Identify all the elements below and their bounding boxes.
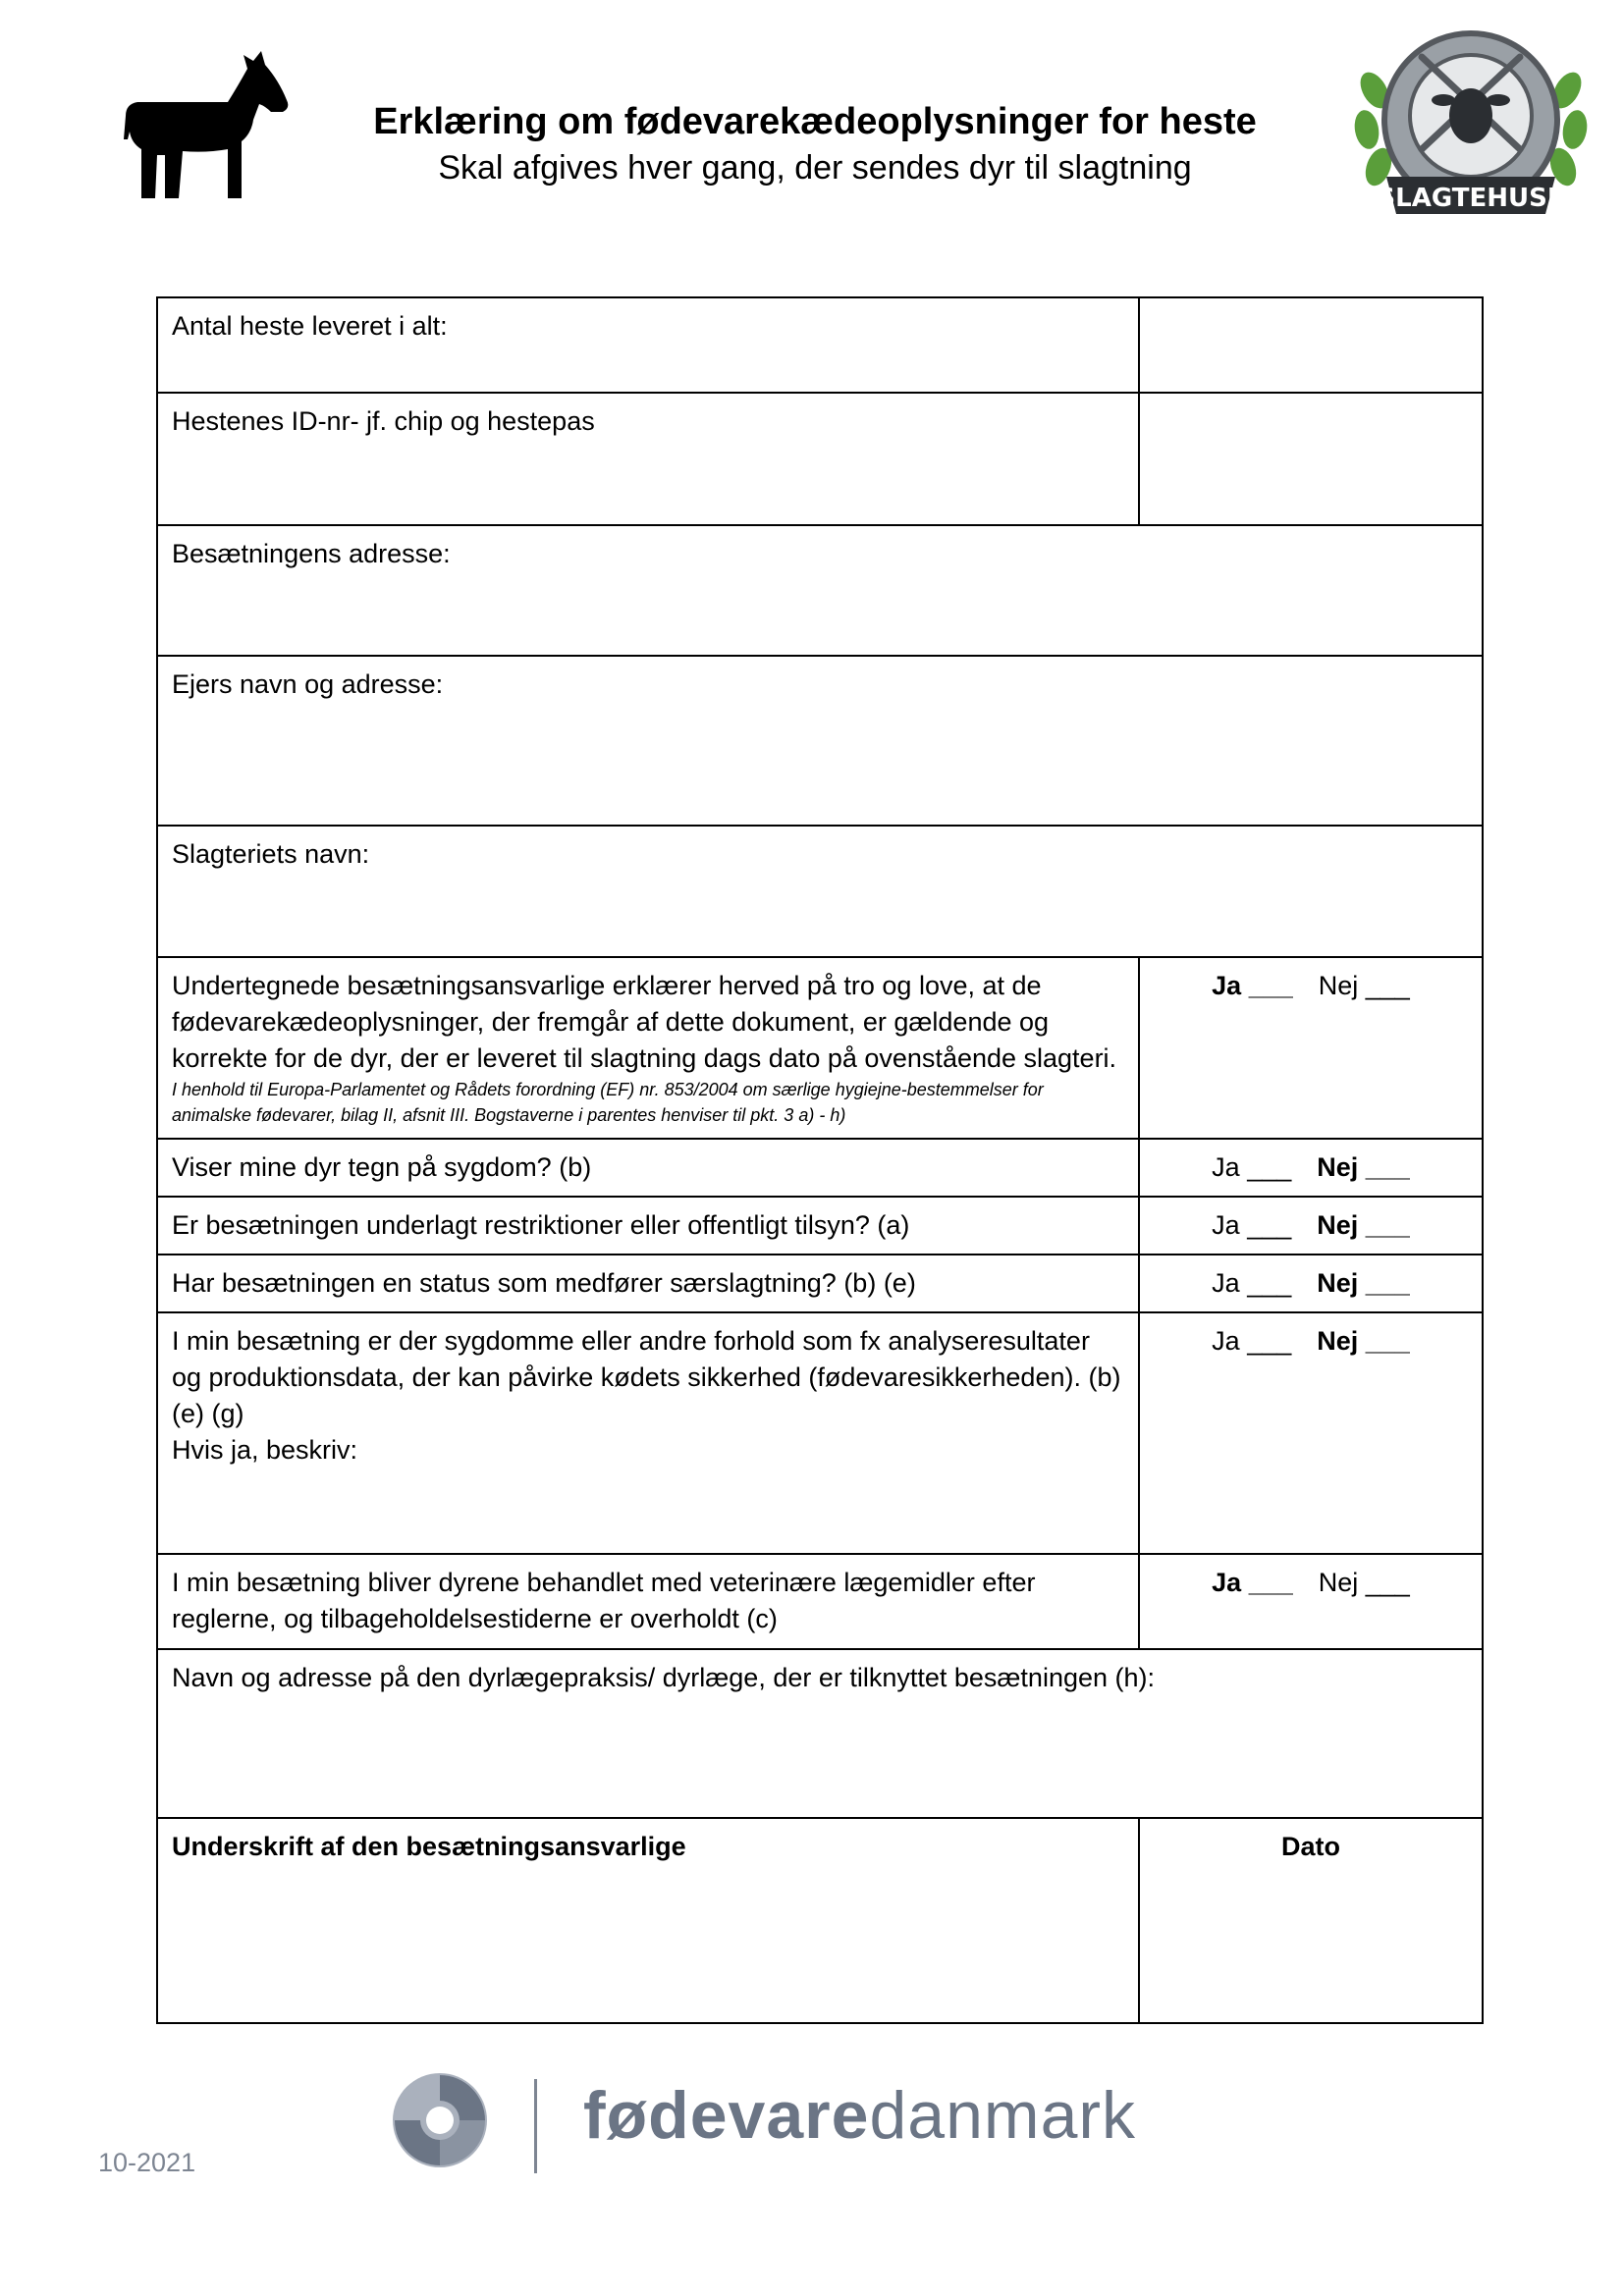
other-conditions-answer[interactable]: [1139, 1312, 1483, 1554]
swirl-icon: [391, 2071, 489, 2169]
signature-label: Underskrift af den besætningsansvarlige: [172, 1832, 686, 1861]
logo-divider: [534, 2079, 537, 2173]
question-other-conditions[interactable]: [157, 1312, 1139, 1554]
yes-option[interactable]: Ja ___: [1212, 1268, 1292, 1298]
declaration-form: [156, 296, 1484, 2024]
page-title: Erklæring om fødevarekædeoplysninger for heste: [373, 101, 1257, 142]
no-option[interactable]: Nej ___: [1317, 1152, 1410, 1182]
special-slaughter-answer[interactable]: [1139, 1255, 1483, 1312]
owner-label: Ejers navn og adresse:: [172, 669, 444, 699]
brand-wordmark: [583, 2077, 1136, 2154]
declaration-answer[interactable]: [1139, 957, 1483, 1139]
address-label: Besætningens adresse:: [172, 539, 451, 568]
signature-field[interactable]: [157, 1818, 1139, 2023]
slaughterhouse-label: Slagteriets navn:: [172, 839, 370, 869]
document-header: [324, 98, 1306, 190]
yes-option[interactable]: Ja ___: [1212, 1152, 1292, 1182]
vet-practice-field[interactable]: [157, 1649, 1483, 1818]
date-field[interactable]: [1139, 1818, 1483, 2023]
slaughterhouse-field[interactable]: [157, 826, 1483, 957]
yes-option[interactable]: Ja ___: [1212, 971, 1293, 1000]
restrictions-answer[interactable]: [1139, 1197, 1483, 1255]
vet-practice-label: Navn og adresse på den dyrlægepraksis/ dyrlæge, der er tilknyttet besætningen (h):: [172, 1663, 1156, 1692]
page-subtitle: Skal afgives hver gang, der sendes dyr til slagtning: [438, 149, 1192, 187]
no-option[interactable]: Nej ___: [1317, 1268, 1410, 1298]
disease-answer[interactable]: [1139, 1139, 1483, 1197]
declaration-text: Undertegnede besætningsansvarlige erklærer herved på tro og love, at de fødevarekædeoplysninger, der fremgår af dette dokument, er gældende og korrekte for de dyr, der er leveret til slagtning dags dato på ovenstående slagteri.: [172, 971, 1117, 1073]
yes-option[interactable]: Ja ___: [1212, 1568, 1293, 1597]
no-option[interactable]: Nej ___: [1317, 1210, 1410, 1240]
no-option[interactable]: Nej ___: [1317, 1326, 1410, 1356]
badge-text: SLAGTEHUSE: [1377, 184, 1565, 213]
question-vet-medicine: I min besætning bliver dyrene behandlet med veterinære lægemidler efter reglerne, og tilbageholdelsestiderne er overholdt (c): [157, 1554, 1139, 1649]
id-field[interactable]: [1139, 393, 1483, 525]
brand-light: danmark: [869, 2078, 1137, 2153]
address-field[interactable]: [157, 525, 1483, 656]
other-conditions-text: I min besætning er der sygdomme eller andre forhold som fx analyseresultater og produktionsdata, der kan påvirke kødets sikkerhed (fødevaresikkerheden). (b) (e) (g): [172, 1326, 1121, 1428]
question-disease: Viser mine dyr tegn på sygdom? (b): [157, 1139, 1139, 1197]
slagtehuse-logo: [1353, 22, 1589, 228]
declaration-legal-note: I henhold til Europa-Parlamentet og Rådets forordning (EF) nr. 853/2004 om særlige hygiejne-bestemmelser for animalske fødevarer, bilag II, afsnit III. Bogstaverne i parentes henviser til pkt. 3 a) - h): [172, 1080, 1044, 1125]
yes-option[interactable]: Ja ___: [1212, 1326, 1292, 1356]
count-field[interactable]: [1139, 297, 1483, 393]
count-label: Antal heste leveret i alt:: [157, 297, 1139, 393]
question-restrictions: Er besætningen underlagt restriktioner eller offentligt tilsyn? (a): [157, 1197, 1139, 1255]
id-label: Hestenes ID-nr- jf. chip og hestepas: [157, 393, 1139, 525]
no-option[interactable]: Nej ___: [1318, 971, 1410, 1000]
vet-medicine-answer[interactable]: [1139, 1554, 1483, 1649]
horse-icon: [118, 47, 295, 204]
question-special-slaughter: Har besætningen en status som medfører særslagtning? (b) (e): [157, 1255, 1139, 1312]
yes-option[interactable]: Ja ___: [1212, 1210, 1292, 1240]
describe-label: Hvis ja, beskriv:: [172, 1435, 358, 1465]
no-option[interactable]: Nej ___: [1318, 1568, 1410, 1597]
date-label: Dato: [1281, 1832, 1340, 1861]
foedevaredanmark-logo: [391, 2071, 1176, 2179]
version-code: 10-2021: [98, 2148, 196, 2177]
brand-strong: fødevare: [583, 2078, 870, 2153]
owner-field[interactable]: [157, 656, 1483, 826]
